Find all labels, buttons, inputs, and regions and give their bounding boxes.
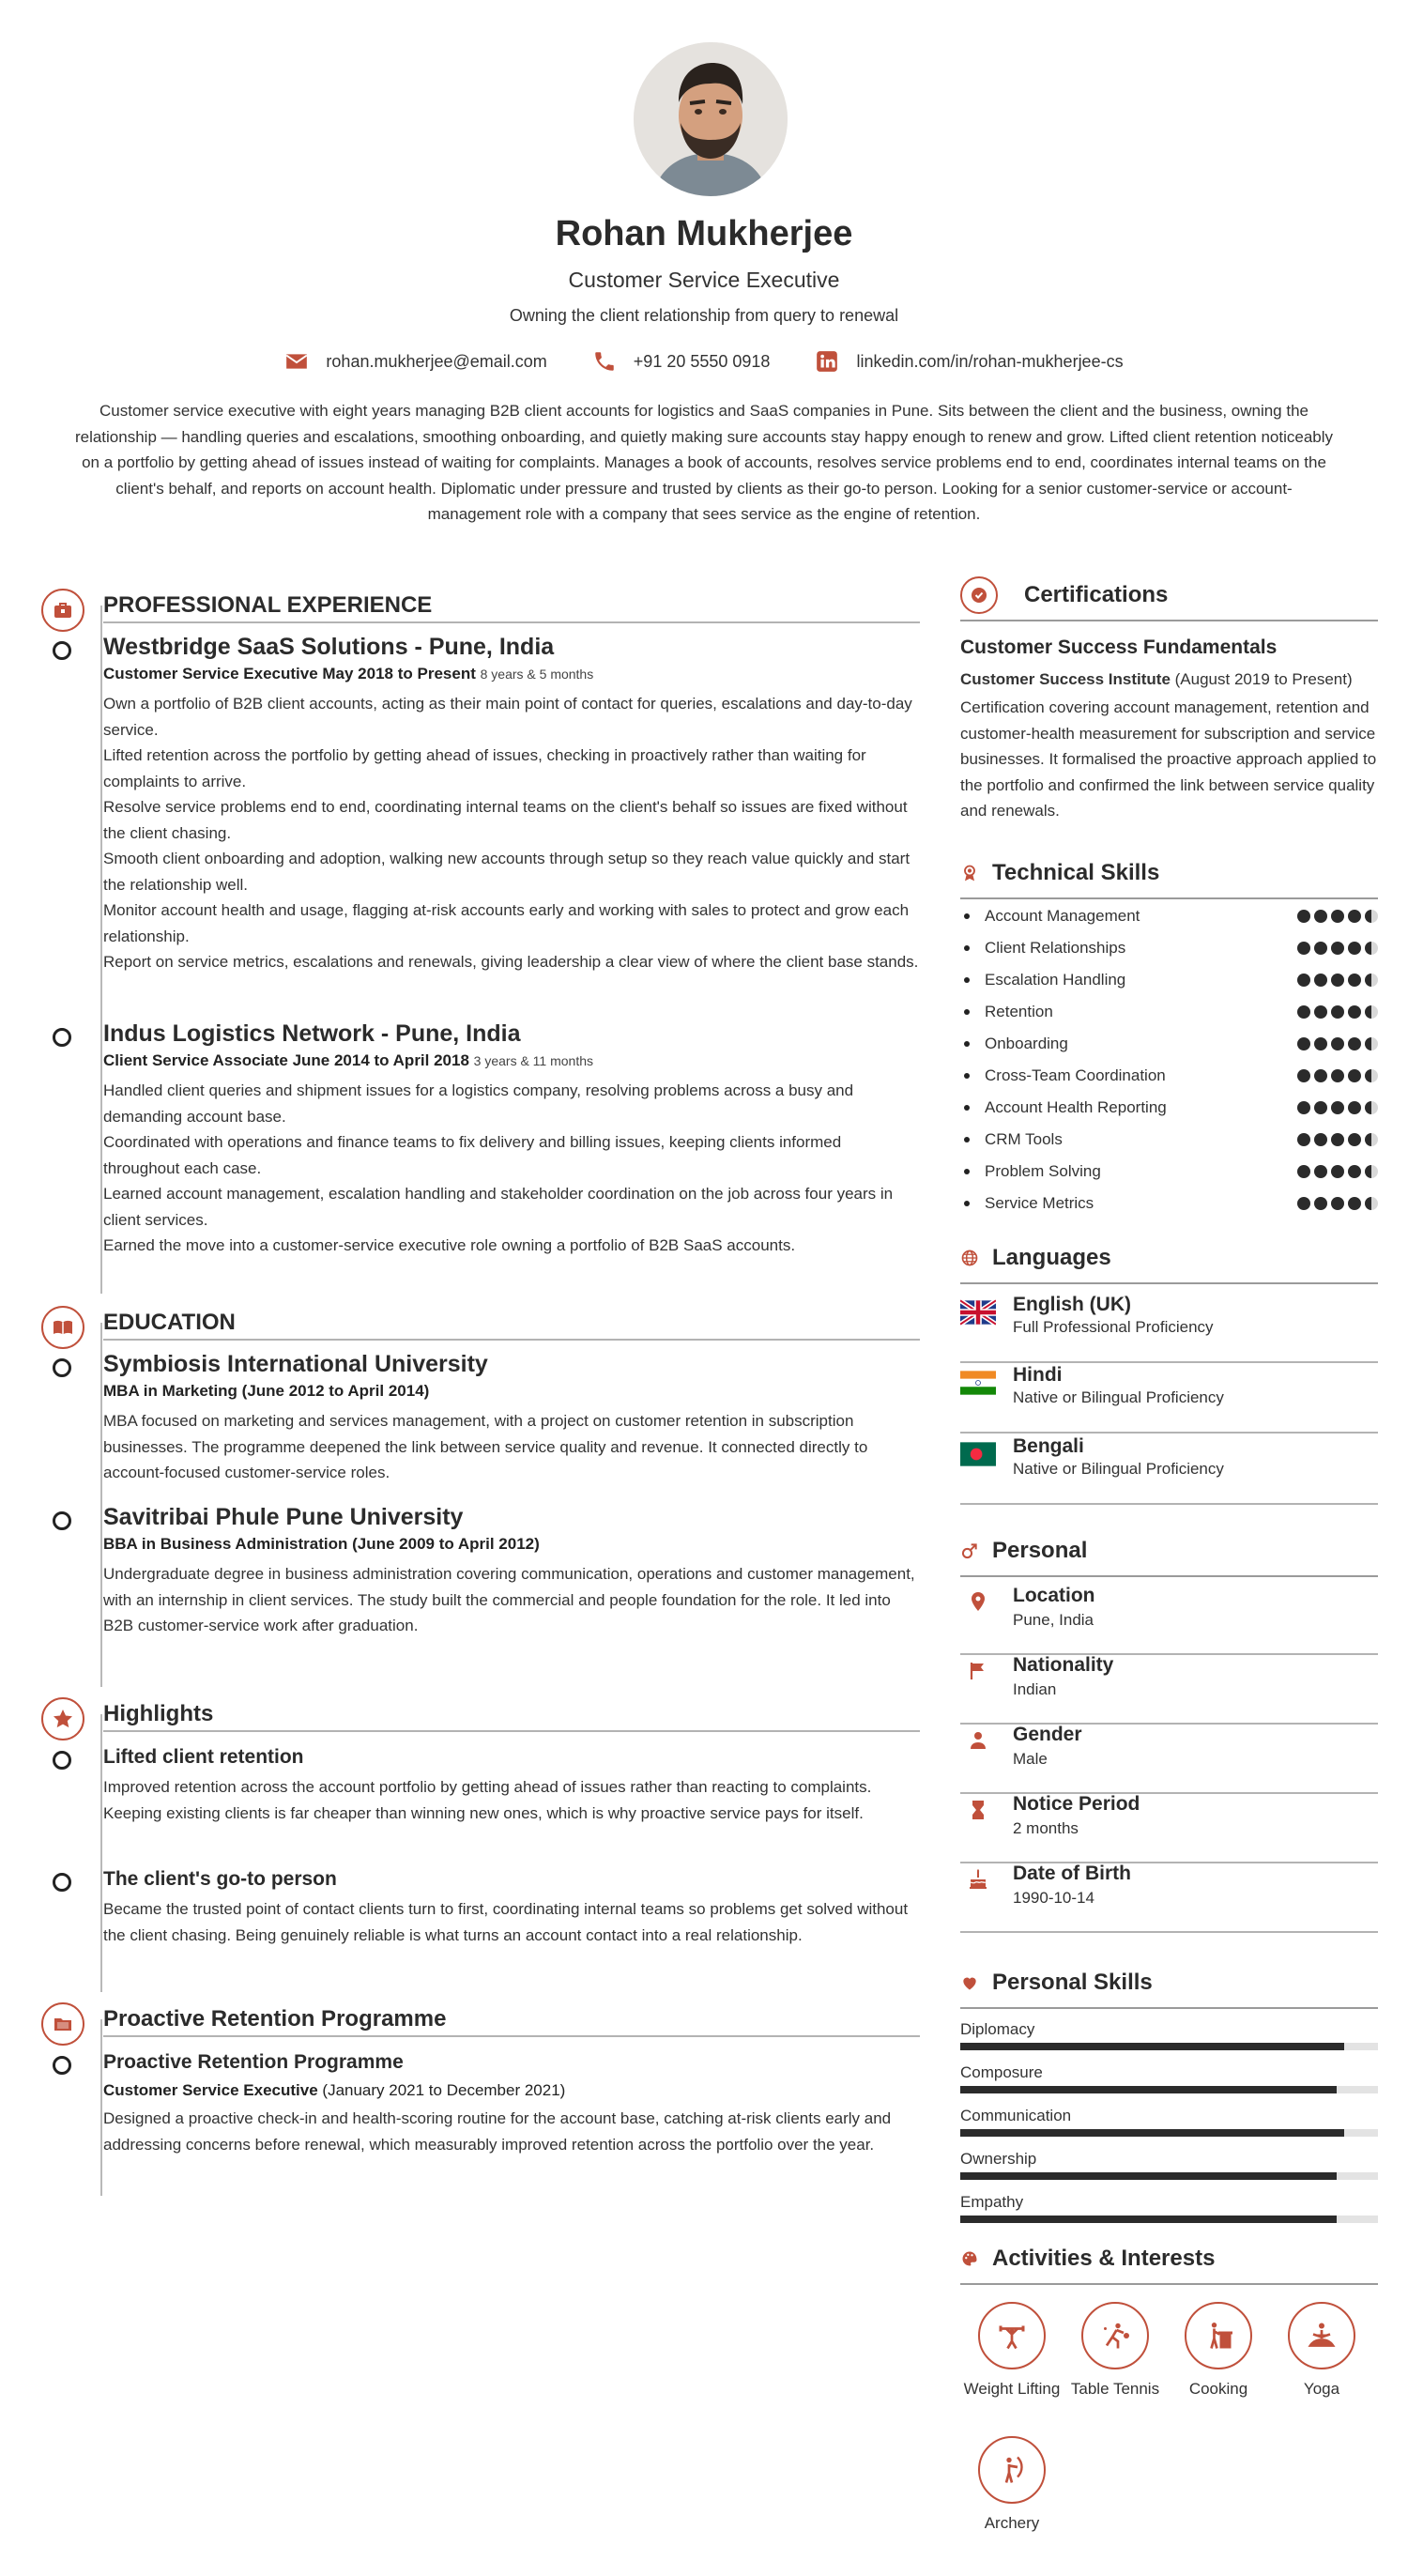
languages-heading: Languages — [992, 1245, 1111, 1270]
rating-dot — [1348, 910, 1361, 923]
personal-skill-name: Diplomacy — [960, 2020, 1035, 2038]
personal-value: Male — [1013, 1750, 1048, 1768]
education-description: Undergraduate degree in business administration covering communication, operations and customer management, with an internship in client services. The study built the commercial and people foundation for the role. It led into B2B customer-service work after graduation. — [103, 1565, 915, 1634]
timeline-dot — [53, 1358, 71, 1377]
personal-value: Indian — [1013, 1680, 1057, 1698]
hobby-item — [1270, 2302, 1373, 2401]
archery-icon — [978, 2436, 1046, 2504]
rating-dot — [1365, 942, 1378, 955]
skill-bar-fill — [960, 2129, 1344, 2137]
personal-skill — [960, 2063, 1378, 2093]
rating-dot — [1348, 1005, 1361, 1019]
rating-dot — [1297, 1165, 1310, 1178]
skill-bar — [960, 2086, 1378, 2093]
rating-dot — [1297, 1037, 1310, 1050]
hourglass-icon — [960, 1793, 996, 1862]
experience-heading: PROFESSIONAL EXPERIENCE — [103, 592, 920, 623]
hobby-name: Archery — [984, 2514, 1040, 2532]
bullet — [964, 945, 970, 951]
personal-label: Location — [1013, 1585, 1095, 1606]
personal-label: Date of Birth — [1013, 1863, 1131, 1884]
project-role — [103, 2081, 920, 2100]
skill-name: Client Relationships — [985, 939, 1126, 957]
highlight-description: Became the trusted point of contact clients turn to first, coordinating internal teams so problems get solved without the client chasing. Being genuinely reliable is what turns an account contact into a real relationship. — [103, 1900, 909, 1944]
rating-dot — [1365, 1005, 1378, 1019]
hobby-name: Cooking — [1188, 2380, 1248, 2398]
personal-skill — [960, 2150, 1378, 2180]
skill-name: Service Metrics — [985, 1194, 1094, 1212]
personal-skill-name: Empathy — [960, 2193, 1024, 2211]
rating-dot — [1365, 974, 1378, 987]
timeline-dot — [53, 1511, 71, 1530]
rating-dot — [1331, 1133, 1344, 1146]
highlights-heading: Highlights — [103, 1701, 920, 1732]
skill-bar-fill — [960, 2086, 1337, 2093]
rating-dot — [1348, 1069, 1361, 1082]
skill-rating — [1297, 1165, 1378, 1178]
hobby-name: Table Tennis — [1070, 2380, 1160, 2398]
linkedin-icon — [815, 349, 839, 374]
heart-icon — [960, 1964, 979, 2001]
rating-dot — [1314, 1069, 1327, 1082]
rating-dot — [1331, 1005, 1344, 1019]
activities-heading: Activities & Interests — [992, 2246, 1216, 2271]
skill-row — [960, 1003, 1378, 1021]
hobby-item — [960, 2302, 1064, 2401]
yoga-icon — [1288, 2302, 1355, 2369]
skill-rating — [1297, 1101, 1378, 1114]
bullet — [964, 913, 970, 919]
contact-email[interactable] — [284, 349, 546, 374]
project-timeline — [100, 2019, 102, 2196]
personal-skills-heading: Personal Skills — [992, 1970, 1153, 1995]
rating-dot — [1331, 1165, 1344, 1178]
rating-dot — [1365, 1133, 1378, 1146]
rating-dot — [1297, 942, 1310, 955]
school-name: Savitribai Phule Pune University — [103, 1504, 464, 1530]
skill-bar — [960, 2172, 1378, 2180]
rating-dot — [1331, 1037, 1344, 1050]
uk-flag-icon — [960, 1299, 996, 1326]
project-title: Proactive Retention Programme — [103, 2051, 404, 2073]
india-flag-icon — [960, 1370, 996, 1396]
personal-header — [960, 1532, 1378, 1577]
email-text[interactable]: rohan.mukherjee@email.com — [326, 351, 547, 371]
languages-header — [960, 1239, 1378, 1284]
skill-name: Escalation Handling — [985, 971, 1126, 989]
personal-value: 2 months — [1013, 1819, 1079, 1837]
skill-bar-fill — [960, 2043, 1344, 2050]
contact-linkedin[interactable] — [815, 349, 1123, 374]
personal-item — [960, 1585, 1378, 1655]
project-description: Designed a proactive check-in and health-scoring routine for the account base, catching at-risk clients early and addressing concerns before renewal, which measurably improved retention across the portfolio over the year. — [103, 2109, 892, 2154]
skill-bar — [960, 2129, 1378, 2137]
certification-description: Certification covering account management, retention and customer-health measurement for subscription and service businesses. It formalised the proactive approach applied to the portfolio and confirmed the link between service quality and renewals. — [960, 698, 1377, 820]
skill-name: Retention — [985, 1003, 1053, 1020]
personal-item — [960, 1724, 1378, 1794]
skill-rating — [1297, 910, 1378, 923]
personal-heading: Personal — [992, 1538, 1088, 1563]
certification-entry — [960, 636, 1378, 824]
rating-dot — [1365, 1037, 1378, 1050]
skill-bar — [960, 2043, 1378, 2050]
award-icon — [960, 854, 979, 892]
skill-name: Account Management — [985, 907, 1140, 925]
experience-timeline — [100, 606, 102, 1294]
personal-value: 1990-10-14 — [1013, 1889, 1094, 1907]
hobby-name: Yoga — [1303, 2380, 1340, 2398]
skill-rating — [1297, 1005, 1378, 1019]
briefcase-icon — [41, 589, 84, 632]
personal-skills-header — [960, 1964, 1378, 2009]
bullet — [964, 1041, 970, 1047]
skill-row — [960, 907, 1378, 926]
skill-row — [960, 971, 1378, 989]
language-name: English (UK) — [1013, 1294, 1131, 1315]
job-role-dates: Customer Service Executive May 2018 to Present — [103, 665, 476, 682]
job-company: Indus Logistics Network - Pune, India — [103, 1020, 521, 1047]
language-item — [960, 1294, 1378, 1363]
timeline-dot — [53, 1751, 71, 1770]
skill-row — [960, 1066, 1378, 1085]
rating-dot — [1297, 910, 1310, 923]
personal-skill — [960, 2107, 1378, 2137]
job-role — [103, 1051, 920, 1070]
skill-row — [960, 1162, 1378, 1181]
personal-item — [960, 1863, 1378, 1933]
certifications-header — [960, 576, 1378, 621]
certification-name: Customer Success Fundamentals — [960, 636, 1278, 658]
skill-name: Account Health Reporting — [985, 1098, 1167, 1116]
personal-value: Pune, India — [1013, 1611, 1094, 1629]
rating-dot — [1331, 974, 1344, 987]
skill-name: Problem Solving — [985, 1162, 1101, 1180]
rating-dot — [1314, 942, 1327, 955]
skill-bar-fill — [960, 2216, 1337, 2223]
language-name: Bengali — [1013, 1435, 1084, 1457]
job-duration: 8 years & 5 months — [480, 667, 594, 682]
rating-dot — [1297, 1101, 1310, 1114]
hobby-item — [960, 2436, 1064, 2536]
bullet — [964, 1137, 970, 1142]
language-level: Native or Bilingual Proficiency — [1013, 1460, 1224, 1478]
hobby-item — [1167, 2302, 1270, 2401]
job-bullets: Handled client queries and shipment issues for a logistics company, resolving problems across a busy and demanding account base. Coordinated with operations and finance teams to fix delivery and billing issues, keeping clients informed throughout each case. Learned account management, escalation handling and stakeholder coordination on the job across four years in client services. Earned the move into a customer-service executive role owning a portfolio of B2B SaaS accounts. — [103, 1081, 894, 1254]
contact-phone[interactable] — [592, 349, 771, 374]
rating-dot — [1348, 1037, 1361, 1050]
rating-dot — [1348, 1133, 1361, 1146]
job-company: Westbridge SaaS Solutions - Pune, India — [103, 634, 555, 660]
phone-text[interactable]: +91 20 5550 0918 — [633, 351, 771, 371]
certification-dates: (August 2019 to Present) — [1174, 670, 1353, 688]
language-item — [960, 1435, 1378, 1505]
rating-dot — [1331, 1197, 1344, 1210]
rating-dot — [1297, 1133, 1310, 1146]
job-bullets: Own a portfolio of B2B client accounts, acting as their main point of contact for queries, escalations and day-to-day service. Lifted retention across the portfolio by getting ahead of issues, checking in proactively rather than waiting for complaints to arrive. Resolve service problems end to end, coordinating internal teams on the client's behalf so issues are fixed without the client chasing. Smooth client onboarding and adoption, walking new accounts through setup so they reach value quickly and start the relationship well. Monitor account health and usage, flagging at-risk accounts early and working with sales to protect and grow each relationship. Report on service metrics, escalations and renewals, giving leadership a clear view of where the client base stands. — [103, 695, 919, 971]
skill-rating — [1297, 1133, 1378, 1146]
job-role-dates: Client Service Associate June 2014 to April 2018 — [103, 1051, 469, 1069]
language-level: Full Professional Proficiency — [1013, 1318, 1214, 1336]
rating-dot — [1365, 910, 1378, 923]
personal-skill-name: Ownership — [960, 2150, 1037, 2168]
rating-dot — [1365, 1069, 1378, 1082]
star-icon — [41, 1697, 84, 1740]
job-role — [103, 665, 920, 683]
bullet — [964, 1073, 970, 1079]
skill-bar-fill — [960, 2172, 1337, 2180]
job-entry — [103, 634, 920, 975]
language-item — [960, 1364, 1378, 1434]
rating-dot — [1348, 1165, 1361, 1178]
technical-skills-heading: Technical Skills — [992, 860, 1160, 885]
skill-rating — [1297, 1069, 1378, 1082]
bullet — [964, 1105, 970, 1111]
education-entry — [103, 1351, 920, 1486]
education-entry — [103, 1504, 920, 1639]
palette-icon — [960, 2240, 979, 2277]
project-role-name: Customer Service Executive — [103, 2081, 318, 2099]
personal-skill-name: Communication — [960, 2107, 1072, 2124]
education-description: MBA focused on marketing and services management, with a project on customer retention in subscription businesses. The programme deepened the link between service quality and revenue. It connected directly to account-focused customer-service roles. — [103, 1412, 868, 1481]
globe-icon — [960, 1239, 979, 1277]
project-dates: (January 2021 to December 2021) — [322, 2081, 566, 2099]
project-entry — [103, 2051, 920, 2157]
rating-dot — [1297, 974, 1310, 987]
education-heading: EDUCATION — [103, 1310, 920, 1341]
rating-dot — [1348, 942, 1361, 955]
highlight-entry — [103, 1868, 920, 1948]
rating-dot — [1314, 1165, 1327, 1178]
rating-dot — [1331, 942, 1344, 955]
timeline-dot — [53, 1028, 71, 1047]
skill-row — [960, 1098, 1378, 1117]
skill-row — [960, 939, 1378, 958]
personal-skill-name: Composure — [960, 2063, 1043, 2081]
linkedin-text[interactable]: linkedin.com/in/rohan-mukherjee-cs — [856, 351, 1124, 371]
rating-dot — [1331, 1069, 1344, 1082]
personal-label: Gender — [1013, 1724, 1082, 1745]
degree: MBA in Marketing (June 2012 to April 2014) — [103, 1382, 430, 1400]
project-heading: Proactive Retention Programme — [103, 2006, 920, 2037]
personal-item — [960, 1654, 1378, 1725]
rating-dot — [1314, 1037, 1327, 1050]
skill-name: Onboarding — [985, 1035, 1068, 1052]
rating-dot — [1365, 1197, 1378, 1210]
highlights-timeline — [100, 1714, 102, 1992]
job-title: Customer Service Executive — [568, 268, 840, 292]
highlight-description: Improved retention across the account portfolio by getting ahead of issues rather than reacting to complaints. Keeping existing clients is far cheaper than winning new ones, which is why proactive service pays for itself. — [103, 1778, 872, 1822]
timeline-dot — [53, 641, 71, 660]
rating-dot — [1348, 1197, 1361, 1210]
phone-icon — [592, 349, 617, 374]
profile-photo — [634, 42, 788, 196]
highlight-title: The client's go-to person — [103, 1868, 337, 1890]
rating-dot — [1314, 1133, 1327, 1146]
certifications-heading: Certifications — [1024, 582, 1169, 607]
bullet — [964, 1201, 970, 1206]
email-icon — [284, 349, 309, 374]
rating-dot — [1297, 1005, 1310, 1019]
tagline: Owning the client relationship from query to renewal — [509, 306, 899, 325]
skill-row — [960, 1130, 1378, 1149]
skill-rating — [1297, 1037, 1378, 1050]
bullet — [964, 1169, 970, 1174]
rating-dot — [1297, 1197, 1310, 1210]
contact-bar — [0, 349, 1408, 374]
flag-icon — [960, 1654, 996, 1723]
cake-icon — [960, 1863, 996, 1931]
location-icon — [960, 1585, 996, 1653]
cooking-icon — [1185, 2302, 1252, 2369]
rating-dot — [1331, 1101, 1344, 1114]
technical-skills-header — [960, 854, 1378, 899]
bullet — [964, 1009, 970, 1015]
rating-dot — [1331, 910, 1344, 923]
rating-dot — [1348, 974, 1361, 987]
timeline-dot — [53, 1873, 71, 1892]
skill-rating — [1297, 1197, 1378, 1210]
bullet — [964, 977, 970, 983]
skill-row — [960, 1035, 1378, 1053]
rating-dot — [1314, 1005, 1327, 1019]
personal-skill — [960, 2020, 1378, 2050]
rating-dot — [1314, 910, 1327, 923]
personal-label: Notice Period — [1013, 1793, 1140, 1815]
skill-name: CRM Tools — [985, 1130, 1063, 1148]
book-icon — [41, 1306, 84, 1349]
skill-rating — [1297, 942, 1378, 955]
degree: BBA in Business Administration (June 2009 to April 2012) — [103, 1535, 540, 1553]
language-name: Hindi — [1013, 1364, 1063, 1386]
table-tennis-icon — [1081, 2302, 1149, 2369]
certification-issuer-line — [960, 670, 1378, 689]
hobby-name: Weight Lifting — [963, 2380, 1061, 2398]
candidate-name: Rohan Mukherjee — [555, 214, 853, 253]
personal-label: Nationality — [1013, 1654, 1114, 1676]
personal-item — [960, 1793, 1378, 1863]
person-icon — [960, 1724, 996, 1792]
bangladesh-flag-icon — [960, 1441, 996, 1467]
timeline-dot — [53, 2056, 71, 2075]
personal-skill — [960, 2193, 1378, 2223]
certificate-icon — [960, 576, 998, 614]
avatar — [634, 42, 788, 196]
rating-dot — [1314, 1197, 1327, 1210]
highlight-title: Lifted client retention — [103, 1746, 304, 1768]
rating-dot — [1365, 1101, 1378, 1114]
weightlifting-icon — [978, 2302, 1046, 2369]
rating-dot — [1314, 1101, 1327, 1114]
rating-dot — [1365, 1165, 1378, 1178]
rating-dot — [1297, 1069, 1310, 1082]
skill-rating — [1297, 974, 1378, 987]
highlight-entry — [103, 1746, 920, 1826]
skill-bar — [960, 2216, 1378, 2223]
language-level: Native or Bilingual Proficiency — [1013, 1388, 1224, 1406]
rating-dot — [1314, 974, 1327, 987]
folder-icon — [41, 2002, 84, 2046]
rating-dot — [1348, 1101, 1361, 1114]
male-symbol-icon — [960, 1532, 979, 1570]
skill-row — [960, 1194, 1378, 1213]
hobby-item — [1064, 2302, 1167, 2401]
certification-issuer: Customer Success Institute — [960, 670, 1171, 688]
activities-header — [960, 2240, 1378, 2285]
school-name: Symbiosis International University — [103, 1351, 488, 1377]
job-entry — [103, 1020, 920, 1259]
skill-name: Cross-Team Coordination — [985, 1066, 1166, 1084]
education-timeline — [100, 1323, 102, 1687]
job-duration: 3 years & 11 months — [473, 1053, 594, 1068]
profile-summary: Customer service executive with eight years managing B2B client accounts for logistics and SaaS companies in Pune. Sits between the client and the business, owning the relationship — handling queries and escalations, smoothing onboarding, and quietly making sure accounts stay happy enough to renew and grow. Lifted client retention noticeably on a portfolio by getting ahead of issues instead of waiting for complaints. Manages a book of accounts, resolves service problems end to end, coordinates internal teams on the client's behalf, and reports on account health. Diplomatic under pressure and trusted by clients as their go-to person. Looking for a senior customer-service or account-management role with a company that sees service as the engine of retention. — [74, 402, 1334, 523]
